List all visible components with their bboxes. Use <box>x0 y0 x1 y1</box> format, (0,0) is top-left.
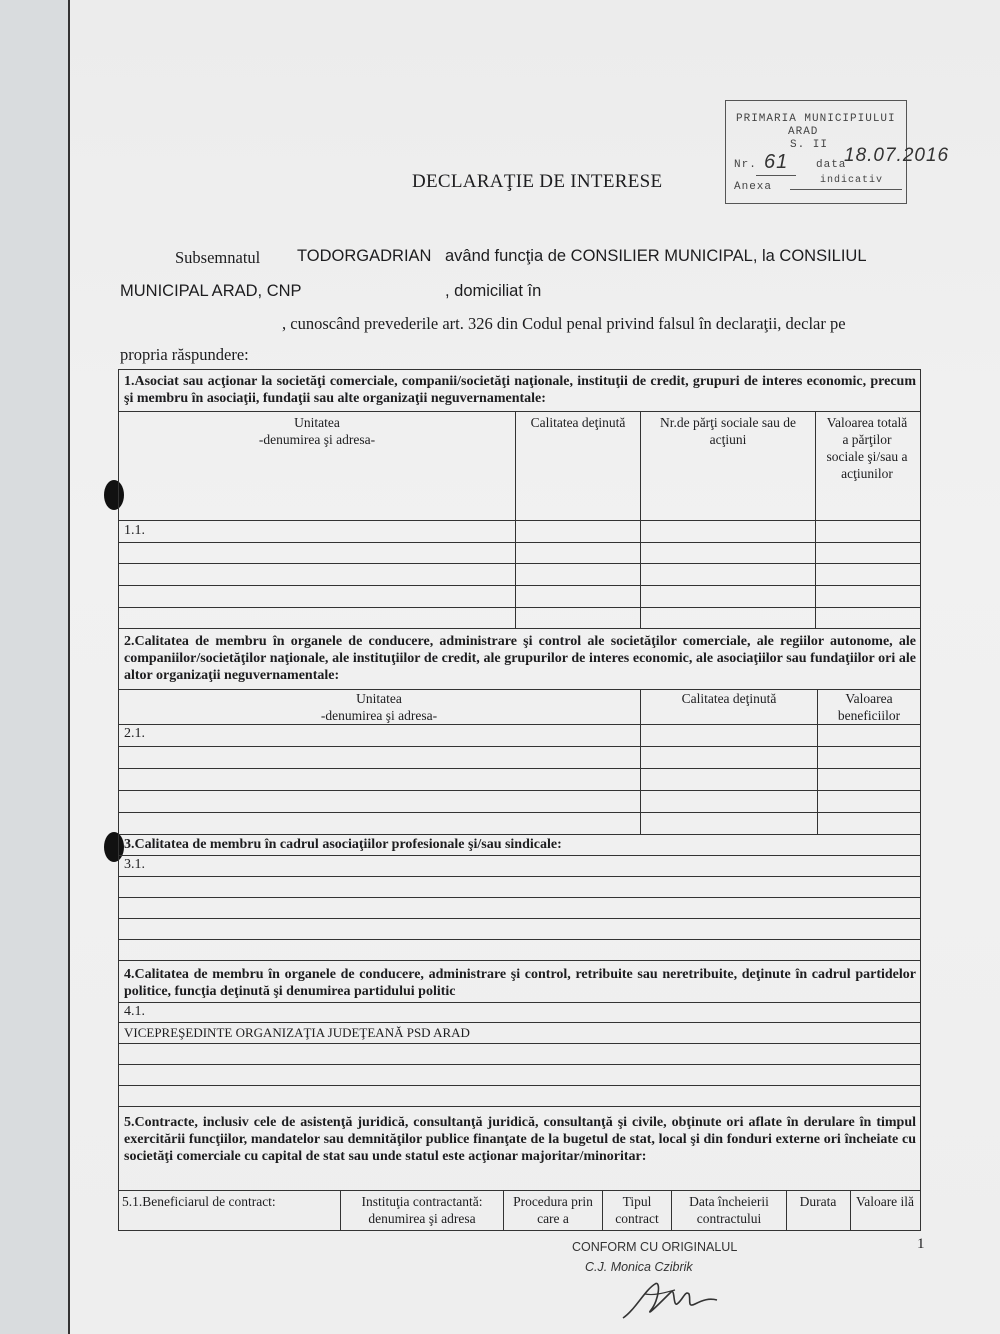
stamp-nr-underline <box>756 175 796 176</box>
section-1-title: 1.Asociat sau acţionar la societăţi comerciale, companii/societăţi naţionale, instituţii de credit, grupuri de interes economic, precum şi membru în asociaţii, fundaţii sau alte organizaţii neguvernamentale: <box>124 374 916 406</box>
section-5-title: 5.Contracte, inclusiv cele de asistenţă juridică, consultanţă juridică, consultanţă şi civile, obţinute ori aflate în derulare în timpul exercitării funcţiilor, mandatelor sau demnităţilor publice finanţate de la bugetul de stat, local şi din fonduri externe ori încheiate cu societăţi comerciale cu capital de stat sau unde statul este acţionar majoritar/minoritar: <box>124 1115 916 1164</box>
punch-hole <box>104 480 124 510</box>
section-2-col-valoarea: Valoarea beneficiilor <box>837 691 901 723</box>
stamp-anexa-label: Anexa <box>734 181 773 193</box>
certifier-name: C.J. Monica Czibrik <box>585 1260 693 1274</box>
section-5-col-beneficiar: 5.1.Beneficiarul de contract: <box>122 1194 276 1209</box>
section-2-col-unitatea: Unitatea -denumirea şi adresa- <box>320 691 438 723</box>
section-5-col-data: Data încheierii contractului <box>689 1194 769 1226</box>
signature <box>615 1270 725 1330</box>
section-1-col-nr-parti: Nr.de părţi sociale sau de acţiuni <box>659 415 797 447</box>
stamp-data-label: data <box>816 159 847 171</box>
intro-domiciliat: , domiciliat în <box>445 282 542 300</box>
stamp-institution: PRIMARIA MUNICIPIULUI <box>736 113 896 125</box>
section-5-col-durata: Durata <box>799 1194 837 1209</box>
declarant-name: TODORGADRIAN <box>297 247 432 265</box>
page-number: 1 <box>917 1236 925 1252</box>
section-4-entry: VICEPREŞEDINTE ORGANIZAŢIA JUDEŢEANĂ PSD ARAD <box>124 1025 470 1040</box>
section-5-col-procedura: Procedura prin care a <box>513 1194 593 1226</box>
stamp-nr-value: 61 <box>764 151 789 173</box>
section-1-row-label: 1.1. <box>124 523 145 538</box>
section-1-col-unitatea: Unitatea -denumirea şi adresa- <box>258 415 376 447</box>
section-2-title: 2.Calitatea de membru în organele de conducere, administrare şi control ale societăţilor comerciale, ale regiilor autonome, ale companiilor/societăţilor naţionale, ale instituţiilor de credit, ale grupurilor de interes economic, ale asociaţiilor sau fundaţiilor ori ale altor organizaţii neguvernamentale: <box>124 634 916 683</box>
section-4-title: 4.Calitatea de membru în organele de conducere, administrare şi control, retribuite sau neretribuite, deţinute în cadrul partidelor politice, funcţia deţinută şi denumirea partidului politic <box>124 967 916 999</box>
document-title: DECLARAŢIE DE INTERESE <box>412 171 663 192</box>
section-1-col-valoarea: Valoarea totală a părţilor sociale şi/sau a acţiunilor <box>826 415 908 481</box>
section-2-col-calitatea: Calitatea deţinută <box>681 691 777 706</box>
conform-stamp: CONFORM CU ORIGINALUL <box>572 1240 738 1254</box>
intro-raspundere: propria răspundere: <box>120 345 249 364</box>
section-5-col-valoare: Valoare ilă <box>855 1194 915 1209</box>
section-4-row-label: 4.1. <box>124 1004 145 1019</box>
table-border-left <box>118 369 119 1231</box>
section-5-col-institutia: Instituţia contractantă: denumirea şi adresa <box>361 1194 483 1226</box>
stamp-nr-label: Nr. <box>734 159 757 171</box>
section-3-title: 3.Calitatea de membru în cadrul asociaţiilor profesionale şi/sau sindicale: <box>124 837 562 852</box>
intro-legal-reference: , cunoscând prevederile art. 326 din Codul penal privind falsul în declaraţii, declar pe <box>282 314 846 333</box>
stamp-anexa-underline <box>790 189 902 190</box>
stamp-city: ARAD <box>788 126 819 138</box>
registration-stamp <box>725 100 950 204</box>
section-2-row-label: 2.1. <box>124 726 145 741</box>
stamp-data-value: 18.07.2016 <box>844 145 950 166</box>
section-1-col-calitatea: Calitatea deţinută <box>530 415 626 430</box>
intro-cnp: MUNICIPAL ARAD, CNP <box>120 282 302 300</box>
intro-subsemnatul: Subsemnatul <box>175 248 261 267</box>
stamp-indicativ-label: indicativ <box>820 175 884 186</box>
table-border-right <box>920 369 921 1231</box>
punch-hole <box>104 832 124 862</box>
intro-function: având funcţia de CONSILIER MUNICIPAL, la CONSILIUL <box>445 247 867 265</box>
section-5-col-tipul: Tipul contract <box>615 1194 659 1226</box>
stamp-section: S. II <box>790 139 829 151</box>
section-3-row-label: 3.1. <box>124 857 145 872</box>
